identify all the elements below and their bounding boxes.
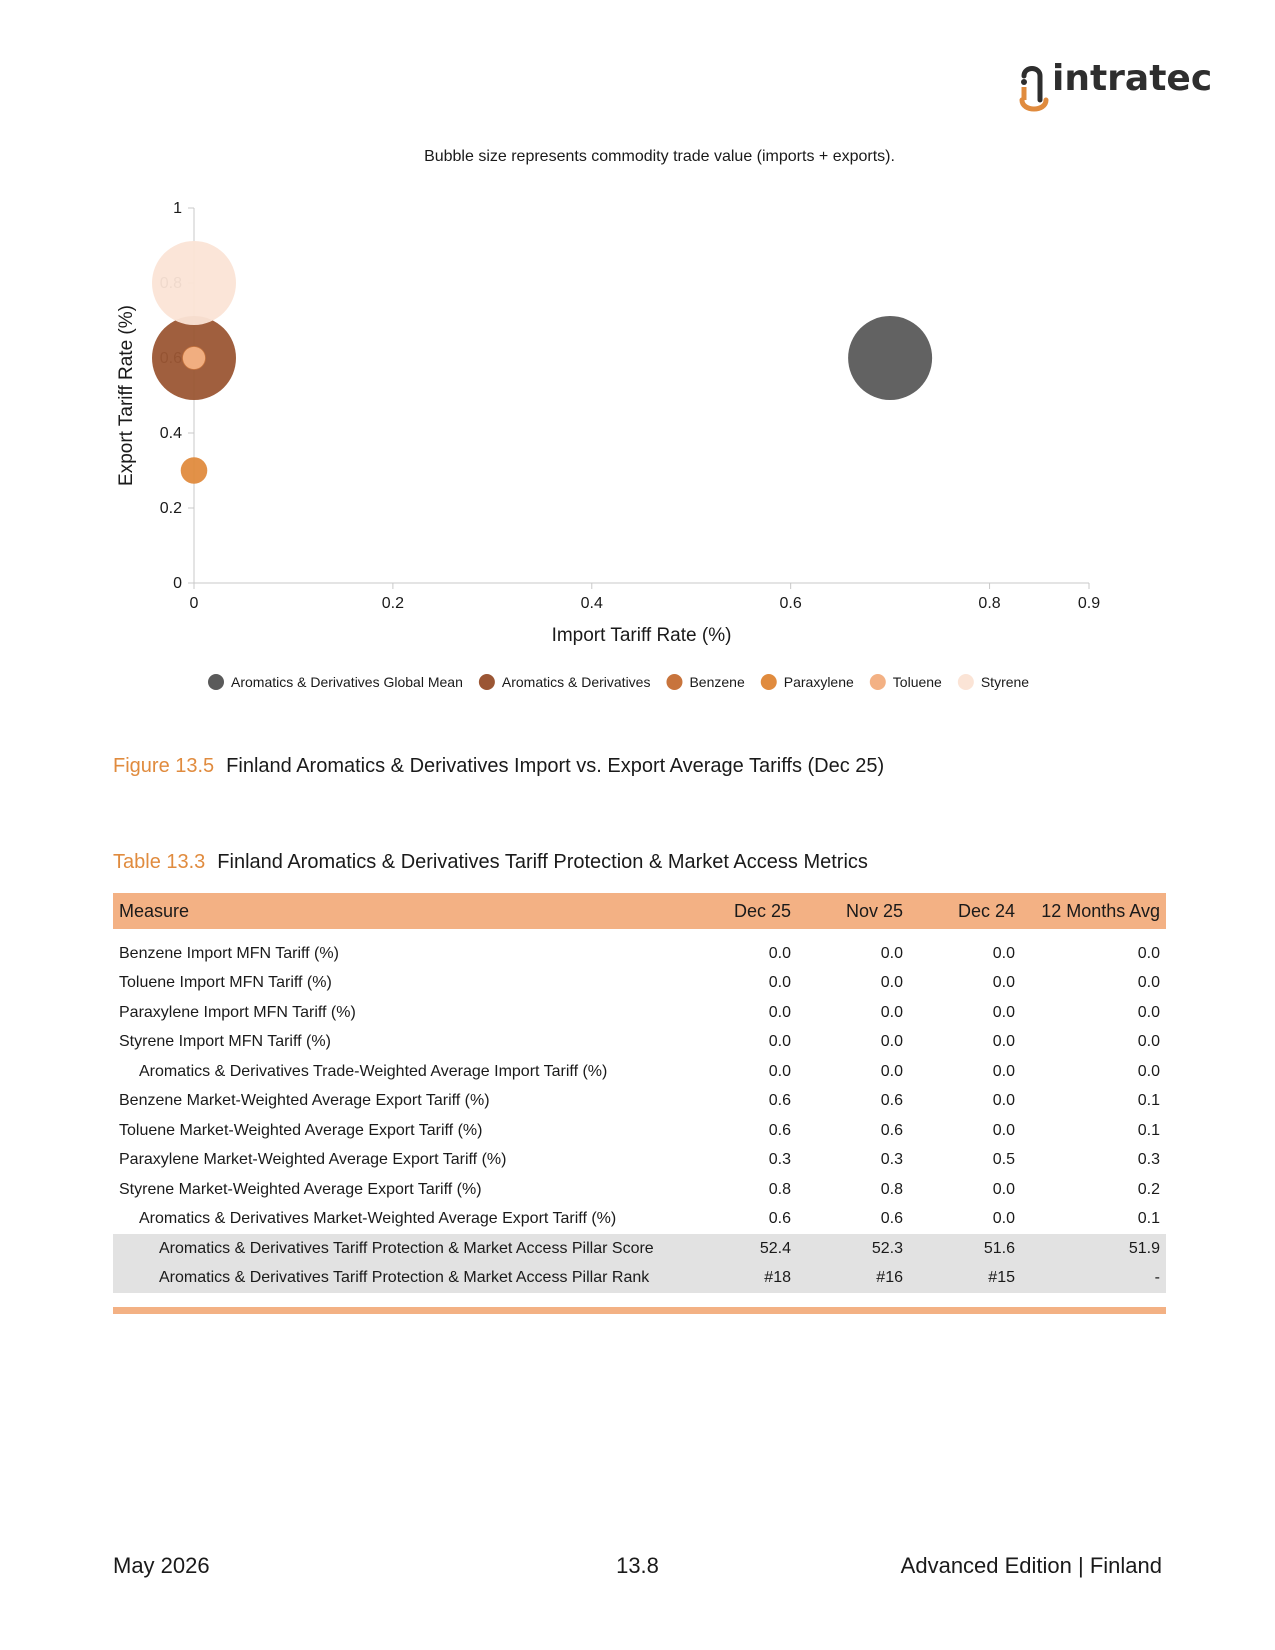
cell-nov25: 0.0 [880,1062,903,1080]
table-row [113,1028,1166,1058]
x-tick-label: 0.8 [978,595,1001,612]
cell-avg: 0.1 [1137,1092,1160,1110]
table-row-pillar-rank [113,1264,1166,1294]
legend-marker [479,674,495,690]
y-tick-label: 0 [173,575,182,592]
x-tick-label: 0.6 [779,595,802,612]
cell-measure: Aromatics & Derivatives Tariff Protection & Market Access Pillar Score [113,1234,685,1264]
cell-nov25: 52.3 [797,1234,909,1264]
cell-avg: 0.1 [1137,1210,1160,1228]
cell-avg: 0.0 [1137,944,1160,962]
cell-measure: Toluene Market-Weighted Average Export Tariff (%) [119,1121,483,1139]
figure-label: Figure 13.5 [113,755,215,777]
legend-marker [870,674,886,690]
cell-measure: Paraxylene Import MFN Tariff (%) [119,1003,356,1021]
chart-subtitle: Bubble size represents commodity trade value (imports + exports). [424,148,895,165]
cell-avg: 0.0 [1137,1003,1160,1021]
cell-measure: Aromatics & Derivatives Tariff Protection & Market Access Pillar Rank [113,1264,685,1294]
cell-dec25: 0.6 [768,1121,791,1139]
cell-dec24: 0.0 [992,944,1015,962]
col-header-measure: Measure [113,893,685,929]
y-tick-label: 0.4 [159,425,182,442]
cell-avg: 51.9 [1021,1234,1166,1264]
cell-avg: - [1021,1264,1166,1294]
cell-dec24: 0.0 [992,1210,1015,1228]
cell-dec25: 52.4 [685,1234,797,1264]
table-label: Table 13.3 [113,851,206,873]
cell-dec24: 0.0 [992,1121,1015,1139]
cell-dec25: 0.0 [768,1003,791,1021]
cell-dec25: 0.6 [768,1210,791,1228]
cell-dec25: 0.0 [768,974,791,992]
legend-label: Benzene [689,674,745,690]
bubble-toluene [183,347,205,369]
col-header-12-months-avg: 12 Months Avg [1021,893,1166,929]
table-row [113,1087,1166,1117]
legend-label: Aromatics & Derivatives Global Mean [231,674,463,690]
cell-avg: 0.0 [1137,1033,1160,1051]
cell-avg: 0.1 [1137,1121,1160,1139]
metrics-table [113,893,1166,1293]
cell-dec24: 0.0 [992,1180,1015,1198]
cell-dec25: 0.6 [768,1092,791,1110]
cell-measure: Benzene Import MFN Tariff (%) [119,944,339,962]
cell-dec25: 0.3 [768,1151,791,1169]
table-bottom-rule [113,1307,1166,1314]
y-tick-label: 0.2 [159,500,182,517]
cell-nov25: 0.3 [880,1151,903,1169]
legend-marker [666,674,682,690]
table-title: Finland Aromatics & Derivatives Tariff Protection & Market Access Metrics [217,851,868,873]
x-axis-label: Import Tariff Rate (%) [551,625,732,646]
cell-avg: 0.2 [1137,1180,1160,1198]
table-row [113,939,1166,969]
cell-measure: Toluene Import MFN Tariff (%) [119,974,332,992]
cell-dec24: 0.0 [992,1033,1015,1051]
table-row [113,998,1166,1028]
table-row [113,969,1166,999]
cell-measure: Styrene Import MFN Tariff (%) [119,1033,331,1051]
table-row [113,1146,1166,1176]
cell-dec25: 0.0 [768,1033,791,1051]
table-header-row [113,893,1166,929]
figure-title: Finland Aromatics & Derivatives Import vs. Export Average Tariffs (Dec 25) [226,755,885,777]
cell-dec24: 0.0 [992,1062,1015,1080]
cell-dec24: 0.5 [992,1151,1015,1169]
cell-dec25: 0.0 [768,944,791,962]
cell-dec24: 51.6 [909,1234,1021,1264]
y-axis-label: Export Tariff Rate (%) [116,305,137,486]
legend-label: Styrene [980,674,1030,690]
cell-measure: Paraxylene Market-Weighted Average Export Tariff (%) [119,1151,507,1169]
intratec-logo [1018,56,1213,112]
table-row [113,1057,1166,1087]
cell-measure: Aromatics & Derivatives Market-Weighted Average Export Tariff (%) [139,1210,617,1228]
x-tick-label: 0.9 [1077,595,1101,612]
table-caption [113,851,868,874]
cell-dec24: 0.0 [992,1003,1015,1021]
cell-nov25: 0.0 [880,944,903,962]
col-header-dec25: Dec 25 [685,893,797,929]
legend-marker [761,674,777,690]
cell-nov25: 0.6 [880,1121,903,1139]
legend-label: Aromatics & Derivatives [501,674,651,690]
cell-nov25: 0.6 [880,1092,903,1110]
cell-nov25: #16 [797,1264,909,1294]
x-tick-label: 0 [189,595,199,612]
legend-marker [958,674,974,690]
bubble-aromatics-derivatives-global-mean [848,316,932,400]
x-tick-label: 0.4 [580,595,603,612]
footer-page-number: 13.8 [616,1553,659,1578]
footer-date: May 2026 [113,1553,210,1578]
legend-label: Toluene [892,674,942,690]
cell-avg: 0.3 [1137,1151,1160,1169]
bubble-chart [100,145,1180,725]
legend-label: Paraxylene [783,674,854,690]
legend-marker [208,674,224,690]
cell-nov25: 0.0 [880,1003,903,1021]
table-row [113,1116,1166,1146]
bubble-chart-svg [100,145,1180,725]
brand-name: intratec [1052,58,1213,99]
cell-dec24: #15 [909,1264,1021,1294]
col-header-dec24: Dec 24 [909,893,1021,929]
figure-caption [113,755,884,778]
cell-avg: 0.0 [1137,1062,1160,1080]
cell-nov25: 0.8 [880,1180,903,1198]
col-header-nov25: Nov 25 [797,893,909,929]
cell-nov25: 0.6 [880,1210,903,1228]
cell-dec25: 0.8 [768,1180,791,1198]
footer-edition: Advanced Edition | Finland [900,1553,1162,1578]
table-row-pillar-score [113,1234,1166,1264]
cell-dec24: 0.0 [992,1092,1015,1110]
table-row [113,1175,1166,1205]
table-spacer-row [113,929,1166,939]
x-tick-label: 0.2 [381,595,405,612]
cell-dec25: 0.0 [768,1062,791,1080]
y-tick-label: 1 [173,200,182,217]
cell-nov25: 0.0 [880,974,903,992]
bubble-styrene [152,241,236,325]
cell-dec24: 0.0 [992,974,1015,992]
bubble-paraxylene [181,457,208,484]
cell-avg: 0.0 [1137,974,1160,992]
cell-dec25: #18 [685,1264,797,1294]
cell-measure: Styrene Market-Weighted Average Export Tariff (%) [119,1180,482,1198]
cell-measure: Aromatics & Derivatives Trade-Weighted Average Import Tariff (%) [139,1062,608,1080]
table-row [113,1205,1166,1235]
cell-measure: Benzene Market-Weighted Average Export Tariff (%) [119,1092,490,1110]
cell-nov25: 0.0 [880,1033,903,1051]
